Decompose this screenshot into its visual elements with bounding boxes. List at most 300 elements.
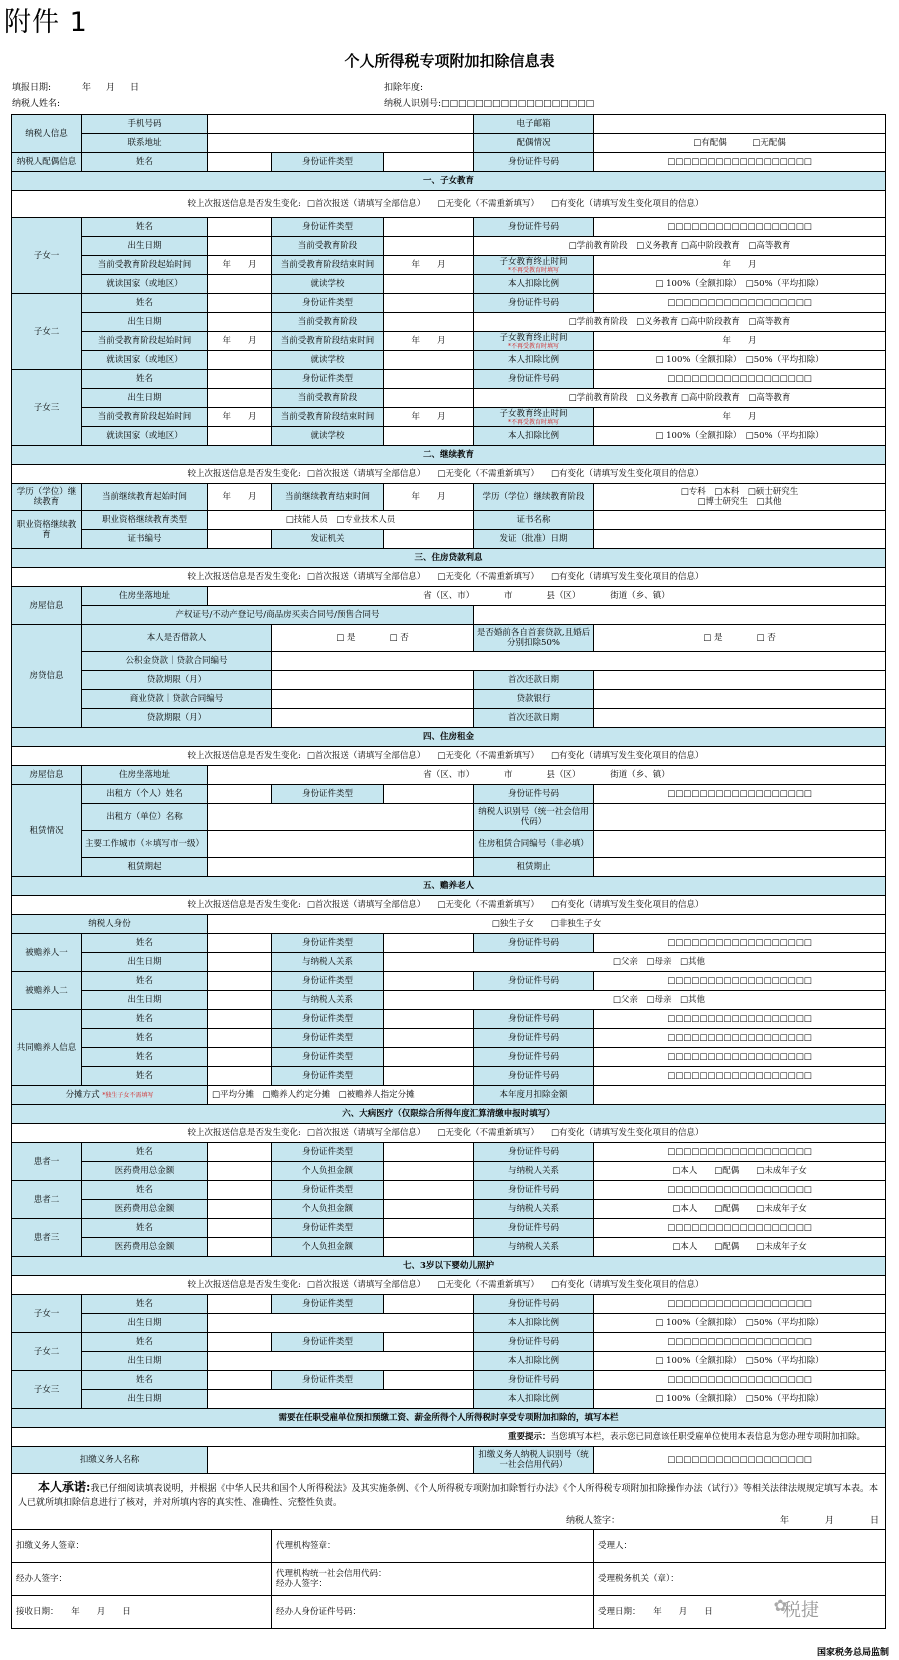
child2-stage-options[interactable]: □学前教育阶段 □义务教育 □高中阶段教育 □高等教育 xyxy=(474,313,886,332)
sp2-relation-options[interactable]: □父亲 □母亲 □其他 xyxy=(384,991,886,1010)
change-first-option[interactable]: □首次报送（请填写全部信息） xyxy=(306,900,426,910)
employer-tip-row xyxy=(12,1428,886,1447)
split-options[interactable]: □平均分摊 □赡养人约定分摊 □被赡养人指定分摊 xyxy=(208,1086,474,1105)
infant3-id-type-field[interactable] xyxy=(384,1371,474,1390)
loan-info-label: 房贷信息 xyxy=(12,625,82,728)
infant1-name-label: 姓名 xyxy=(82,1295,208,1314)
child1-stage-field[interactable] xyxy=(384,237,474,256)
section-child-education-title: 一、子女教育 xyxy=(12,172,886,191)
child1-stop-text: 子女教育终止时间 xyxy=(499,256,568,267)
change-none-option[interactable]: □无变化（不需重新填写） xyxy=(437,469,539,479)
co2-id-no-label: 身份证件号码 xyxy=(474,1029,594,1048)
child2-stop-text: 子女教育终止时间 xyxy=(499,332,568,343)
patient3-cost-field[interactable] xyxy=(208,1238,272,1257)
infant3-id-no-boxes[interactable]: □□□□□□□□□□□□□□□□□□ xyxy=(594,1371,886,1390)
co1-id-no-label: 身份证件号码 xyxy=(474,1010,594,1029)
infant3-id-no-label: 身份证件号码 xyxy=(474,1371,594,1390)
professional-education-label: 职业资格继续教育 xyxy=(12,511,82,549)
lessor-tid-label: 纳税人识别号（统一社会信用代码） xyxy=(474,804,594,831)
patient2-relation-label: 与纳税人关系 xyxy=(474,1200,594,1219)
infant3-ratio-options[interactable]: □ 100%（全额扣除） □50%（平均扣除） xyxy=(594,1390,886,1409)
sp2-id-no-label: 身份证件号码 xyxy=(474,972,594,991)
lessor-id-type-field[interactable] xyxy=(384,785,474,804)
infant1-ratio-options[interactable]: □ 100%（全额扣除） □50%（平均扣除） xyxy=(594,1314,886,1333)
patient2-name-label: 姓名 xyxy=(82,1181,208,1200)
taxpayer-name-label: 纳税人姓名: xyxy=(12,99,61,109)
separate-deduct-label: 是否婚前各自首套贷款,且婚后分别扣除50% xyxy=(474,625,594,652)
patient1-relation-options[interactable]: □本人 □配偶 □未成年子女 xyxy=(594,1162,886,1181)
fill-date-year: 年 xyxy=(82,83,92,93)
agency-handler-label: 经办人签字： xyxy=(276,1579,328,1589)
child3-school-field[interactable] xyxy=(384,427,474,446)
attachment-label: 附件 1 xyxy=(4,7,88,38)
co4-id-no-boxes[interactable]: □□□□□□□□□□□□□□□□□□ xyxy=(594,1067,886,1086)
child1-start-field[interactable]: 年 月 xyxy=(208,256,272,275)
patient2-id-no-boxes[interactable]: □□□□□□□□□□□□□□□□□□ xyxy=(594,1181,886,1200)
spouse-id-no-boxes[interactable]: □□□□□□□□□□□□□□□□□□ xyxy=(594,153,886,172)
section-continuing-education-title: 二、继续教育 xyxy=(12,446,886,465)
rent-address-field[interactable]: 省（区、市） 市 县（区） 街道（乡、镇） xyxy=(208,766,886,785)
agency-code-label: 代理机构统一社会信用代码： xyxy=(276,1569,387,1579)
fund-term-field[interactable] xyxy=(272,671,474,690)
co3-id-type-field[interactable] xyxy=(384,1048,474,1067)
sp1-id-no-boxes[interactable]: □□□□□□□□□□□□□□□□□□ xyxy=(594,934,886,953)
change-yes-option[interactable]: □有变化（请填写发生变化项目的信息） xyxy=(550,572,704,582)
child3-id-no-boxes[interactable]: □□□□□□□□□□□□□□□□□□ xyxy=(594,370,886,389)
patient3-relation-options[interactable]: □本人 □配偶 □未成年子女 xyxy=(594,1238,886,1257)
supported-person-1-label: 被赡养人一 xyxy=(12,934,82,972)
fund-term-label: 贷款期限（月） xyxy=(82,671,272,690)
child2-stop-field[interactable]: 年 月 xyxy=(594,332,886,351)
promise-date[interactable]: 年 月 日 xyxy=(779,1516,879,1526)
child3-stage-field[interactable] xyxy=(384,389,474,408)
fill-date-label: 填报日期: xyxy=(12,83,52,93)
child1-country-label: 就读国家（或地区） xyxy=(82,275,208,294)
patient3-name-label: 姓名 xyxy=(82,1219,208,1238)
child2-country-label: 就读国家（或地区） xyxy=(82,351,208,370)
change-yes-option[interactable]: □有变化（请填写发生变化项目的信息） xyxy=(550,1280,704,1290)
child1-id-no-boxes[interactable]: □□□□□□□□□□□□□□□□□□ xyxy=(594,218,886,237)
change-none-option[interactable]: □无变化（不需重新填写） xyxy=(437,199,539,209)
handler-sign-label: 经办人签字： xyxy=(12,1563,272,1596)
employer-notice: 需要在任职受雇单位预扣预缴工资、薪金所得个人所得税时享受专项附加扣除的，填写本栏 xyxy=(12,1409,886,1428)
co4-id-no-label: 身份证件号码 xyxy=(474,1067,594,1086)
patient2-label: 患者二 xyxy=(12,1181,82,1219)
co4-name-label: 姓名 xyxy=(82,1067,208,1086)
ce-end-field[interactable]: 年 月 xyxy=(384,484,474,511)
change-none-option[interactable]: □无变化（不需重新填写） xyxy=(437,572,539,582)
child3-birth-label: 出生日期 xyxy=(82,389,208,408)
co1-id-type-field[interactable] xyxy=(384,1010,474,1029)
rent-start-field[interactable] xyxy=(208,858,474,877)
child2-country-field[interactable] xyxy=(208,351,272,370)
withholder-name-field[interactable] xyxy=(208,1447,474,1474)
child1-id-type-field[interactable] xyxy=(384,218,474,237)
child3-start-field[interactable]: 年 月 xyxy=(208,408,272,427)
section-infant-care-title: 七、3岁以下婴幼儿照护 xyxy=(12,1257,886,1276)
co2-id-type-label: 身份证件类型 xyxy=(272,1029,384,1048)
child1-name-label: 姓名 xyxy=(82,218,208,237)
rent-end-field[interactable] xyxy=(594,858,886,877)
infant2-birth-label: 出生日期 xyxy=(82,1352,208,1371)
child2-birth-field[interactable] xyxy=(208,313,272,332)
work-city-field[interactable] xyxy=(208,831,474,858)
phone-label: 手机号码 xyxy=(82,115,208,134)
s1-change-row xyxy=(12,191,886,218)
sp2-id-type-field[interactable] xyxy=(384,972,474,991)
child1-id-no-label: 身份证件号码 xyxy=(474,218,594,237)
infant3-birth-label: 出生日期 xyxy=(82,1390,208,1409)
child2-stop-label xyxy=(474,332,594,351)
withholder-tid-boxes[interactable]: □□□□□□□□□□□□□□□□□□ xyxy=(594,1447,886,1474)
sp1-relation-options[interactable]: □父亲 □母亲 □其他 xyxy=(384,953,886,972)
loan-bank-field[interactable] xyxy=(594,690,886,709)
child3-id-type-field[interactable] xyxy=(384,370,474,389)
borrower-options[interactable]: □ 是 □ 否 xyxy=(272,625,474,652)
split-method-cell xyxy=(12,1086,208,1105)
biz-first-pay-label: 首次还款日期 xyxy=(474,709,594,728)
lessor-id-type-label: 身份证件类型 xyxy=(272,785,384,804)
child1-stage-options[interactable]: □学前教育阶段 □义务教育 □高中阶段教育 □高等教育 xyxy=(474,237,886,256)
fill-date-month: 月 xyxy=(106,83,116,93)
lessor-org-field[interactable] xyxy=(208,804,474,831)
patient2-self-field[interactable] xyxy=(384,1200,474,1219)
patient1-self-label: 个人负担金额 xyxy=(272,1162,384,1181)
change-none-option[interactable]: □无变化（不需重新填写） xyxy=(437,1280,539,1290)
loan-bank-label: 贷款银行 xyxy=(474,690,594,709)
child2-stage-label: 当前受教育阶段 xyxy=(272,313,384,332)
infant1-ratio-label: 本人扣除比例 xyxy=(474,1314,594,1333)
patient1-id-no-label: 身份证件号码 xyxy=(474,1143,594,1162)
issue-date-label: 发证（批准）日期 xyxy=(474,530,594,549)
patient2-id-no-label: 身份证件号码 xyxy=(474,1181,594,1200)
spouse-status-options[interactable]: □有配偶 □无配偶 xyxy=(594,134,886,153)
patient1-label: 患者一 xyxy=(12,1143,82,1181)
rent-start-label: 租赁期起 xyxy=(82,858,208,877)
patient1-cost-label: 医药费用总金额 xyxy=(82,1162,208,1181)
infant2-birth-field[interactable] xyxy=(208,1352,474,1371)
deduction-form-table xyxy=(11,114,886,1629)
infant1-birth-field[interactable] xyxy=(208,1314,474,1333)
co4-id-type-field[interactable] xyxy=(384,1067,474,1086)
patient1-id-no-boxes[interactable]: □□□□□□□□□□□□□□□□□□ xyxy=(594,1143,886,1162)
sp2-id-no-boxes[interactable]: □□□□□□□□□□□□□□□□□□ xyxy=(594,972,886,991)
infant3-birth-field[interactable] xyxy=(208,1390,474,1409)
fill-date-day: 日 xyxy=(130,83,140,93)
change-first-option[interactable]: □首次报送（请填写全部信息） xyxy=(306,469,426,479)
change-question: 较上次报送信息是否发生变化: xyxy=(187,900,301,910)
child1-ratio-label: 本人扣除比例 xyxy=(474,275,594,294)
child2-start-field[interactable]: 年 月 xyxy=(208,332,272,351)
supported-person-2-label: 被赡养人二 xyxy=(12,972,82,1010)
child2-name-label: 姓名 xyxy=(82,294,208,313)
withholder-tid-label: 扣缴义务人纳税人识别号（统一社会信用代码） xyxy=(474,1447,594,1474)
co4-name-field[interactable] xyxy=(208,1067,272,1086)
infant3-id-type-label: 身份证件类型 xyxy=(272,1371,384,1390)
biz-loan-field[interactable] xyxy=(272,690,474,709)
ce-stage-options-line2[interactable]: □博士研究生 □其他 xyxy=(697,497,782,507)
s2-change-row xyxy=(12,465,886,484)
issue-date-field[interactable] xyxy=(594,530,886,549)
ce-end-label: 当前继续教育结束时间 xyxy=(272,484,384,511)
spouse-name-field[interactable] xyxy=(208,153,272,172)
child3-stop-field[interactable]: 年 月 xyxy=(594,408,886,427)
change-first-option[interactable]: □首次报送（请填写全部信息） xyxy=(306,199,426,209)
child2-ratio-label: 本人扣除比例 xyxy=(474,351,594,370)
child1-name-field[interactable] xyxy=(208,218,272,237)
fund-loan-field[interactable] xyxy=(272,652,886,671)
cert-name-label: 证书名称 xyxy=(474,511,594,530)
change-none-option[interactable]: □无变化（不需重新填写） xyxy=(437,1128,539,1138)
child1-end-label: 当前受教育阶段结束时间 xyxy=(272,256,384,275)
ce-stage-label: 学历（学位）继续教育阶段 xyxy=(474,484,594,511)
infant2-label: 子女二 xyxy=(12,1333,82,1371)
child1-ratio-options[interactable]: □ 100%（全额扣除） □50%（平均扣除） xyxy=(594,275,886,294)
patient3-id-type-label: 身份证件类型 xyxy=(272,1219,384,1238)
tax-office-label: 受理税务机关（章）： xyxy=(594,1563,886,1596)
child3-ratio-label: 本人扣除比例 xyxy=(474,427,594,446)
property-cert-field[interactable] xyxy=(474,606,886,625)
infant2-ratio-options[interactable]: □ 100%（全额扣除） □50%（平均扣除） xyxy=(594,1352,886,1371)
child3-stop-label xyxy=(474,408,594,427)
change-none-option[interactable]: □无变化（不需重新填写） xyxy=(437,900,539,910)
cert-no-label: 证书编号 xyxy=(82,530,208,549)
patient3-id-type-field[interactable] xyxy=(384,1219,474,1238)
sp1-id-no-label: 身份证件号码 xyxy=(474,934,594,953)
infant3-label: 子女三 xyxy=(12,1371,82,1409)
patient2-cost-field[interactable] xyxy=(208,1200,272,1219)
accept-date-label: 受理日期： 年 月 日 xyxy=(594,1596,886,1629)
child3-ratio-options[interactable]: □ 100%（全额扣除） □50%（平均扣除） xyxy=(594,427,886,446)
patient3-self-field[interactable] xyxy=(384,1238,474,1257)
spouse-status-label: 配偶情况 xyxy=(474,134,594,153)
infant2-id-no-boxes[interactable]: □□□□□□□□□□□□□□□□□□ xyxy=(594,1333,886,1352)
lessor-name-field[interactable] xyxy=(208,785,272,804)
sp1-birth-field[interactable] xyxy=(208,953,272,972)
child2-end-label: 当前受教育阶段结束时间 xyxy=(272,332,384,351)
child2-id-type-field[interactable] xyxy=(384,294,474,313)
ce-stage-options[interactable] xyxy=(594,484,886,511)
lessor-org-label: 出租方（单位）名称 xyxy=(82,804,208,831)
co-supporter-label: 共同赡养人信息 xyxy=(12,1010,82,1086)
lessor-tid-field[interactable] xyxy=(594,804,886,831)
cert-no-field[interactable] xyxy=(208,530,272,549)
child1-end-field[interactable]: 年 月 xyxy=(384,256,474,275)
s5-change-row xyxy=(12,896,886,915)
change-yes-option[interactable]: □有变化（请填写发生变化项目的信息） xyxy=(550,1128,704,1138)
spouse-id-no-label: 身份证件号码 xyxy=(474,153,594,172)
fund-loan-label: 公积金贷款｜贷款合同编号 xyxy=(82,652,272,671)
child1-country-field[interactable] xyxy=(208,275,272,294)
issuer-field[interactable] xyxy=(384,530,474,549)
pro-type-label: 职业资格继续教育类型 xyxy=(82,511,208,530)
child2-start-label: 当前受教育阶段起始时间 xyxy=(82,332,208,351)
patient3-id-no-boxes[interactable]: □□□□□□□□□□□□□□□□□□ xyxy=(594,1219,886,1238)
child2-id-no-label: 身份证件号码 xyxy=(474,294,594,313)
infant2-id-no-label: 身份证件号码 xyxy=(474,1333,594,1352)
child3-label: 子女三 xyxy=(12,370,82,446)
employer-tip-text: 当您填写本栏，表示您已同意该任职受雇单位使用本表信息为您办理专项附加扣除。 xyxy=(550,1432,865,1442)
house-address-label: 住房坐落地址 xyxy=(82,587,208,606)
change-question: 较上次报送信息是否发生变化: xyxy=(187,199,301,209)
child3-country-label: 就读国家（或地区） xyxy=(82,427,208,446)
child2-end-field[interactable]: 年 月 xyxy=(384,332,474,351)
property-cert-label: 产权证号/不动产登记号/商品房买卖合同号/预售合同号 xyxy=(82,606,474,625)
watermark: 税捷 xyxy=(783,1600,819,1621)
child1-id-type-label: 身份证件类型 xyxy=(272,218,384,237)
co3-id-type-label: 身份证件类型 xyxy=(272,1048,384,1067)
change-yes-option[interactable]: □有变化（请填写发生变化项目的信息） xyxy=(550,751,704,761)
patient2-self-label: 个人负担金额 xyxy=(272,1200,384,1219)
child1-birth-field[interactable] xyxy=(208,237,272,256)
infant1-id-no-boxes[interactable]: □□□□□□□□□□□□□□□□□□ xyxy=(594,1295,886,1314)
taxpayer-identity-label: 纳税人身份 xyxy=(12,915,208,934)
infant1-id-type-field[interactable] xyxy=(384,1295,474,1314)
co3-name-label: 姓名 xyxy=(82,1048,208,1067)
lessor-id-no-label: 身份证件号码 xyxy=(474,785,594,804)
child2-name-field[interactable] xyxy=(208,294,272,313)
sp1-birth-label: 出生日期 xyxy=(82,953,208,972)
co1-id-type-label: 身份证件类型 xyxy=(272,1010,384,1029)
house-address-field[interactable]: 省（区、市） 市 县（区） 街道（乡、镇） xyxy=(208,587,886,606)
child1-school-label: 就读学校 xyxy=(272,275,384,294)
child3-start-label: 当前受教育阶段起始时间 xyxy=(82,408,208,427)
deduct-year-label: 扣除年度: xyxy=(384,83,424,93)
work-city-label: 主要工作城市（＊填写市一级） xyxy=(82,831,208,858)
child2-ratio-options[interactable]: □ 100%（全额扣除） □50%（平均扣除） xyxy=(594,351,886,370)
rent-house-label: 房屋信息 xyxy=(12,766,82,785)
phone-field[interactable] xyxy=(208,115,474,134)
infant3-name-field[interactable] xyxy=(208,1371,272,1390)
patient1-name-field[interactable] xyxy=(208,1143,272,1162)
house-info-label: 房屋信息 xyxy=(12,587,82,625)
pro-type-options[interactable]: □技能人员 □专业技术人员 xyxy=(208,511,474,530)
infant1-id-no-label: 身份证件号码 xyxy=(474,1295,594,1314)
co2-id-no-boxes[interactable]: □□□□□□□□□□□□□□□□□□ xyxy=(594,1029,886,1048)
ce-start-field[interactable]: 年 月 xyxy=(208,484,272,511)
patient1-id-type-label: 身份证件类型 xyxy=(272,1143,384,1162)
cert-name-field[interactable] xyxy=(594,511,886,530)
change-yes-option[interactable]: □有变化（请填写发生变化项目的信息） xyxy=(550,469,704,479)
child2-stage-field[interactable] xyxy=(384,313,474,332)
sp2-name-label: 姓名 xyxy=(82,972,208,991)
ce-stage-options-line1[interactable]: □专科 □本科 □硕士研究生 xyxy=(680,487,799,497)
sp1-relation-label: 与纳税人关系 xyxy=(272,953,384,972)
change-first-option[interactable]: □首次报送（请填写全部信息） xyxy=(306,1128,426,1138)
rent-end-label: 租赁期止 xyxy=(474,858,594,877)
spouse-info-label: 纳税人配偶信息 xyxy=(12,153,82,172)
sp1-name-field[interactable] xyxy=(208,934,272,953)
co3-id-no-boxes[interactable]: □□□□□□□□□□□□□□□□□□ xyxy=(594,1048,886,1067)
change-none-option[interactable]: □无变化（不需重新填写） xyxy=(437,751,539,761)
separate-deduct-options[interactable]: □ 是 □ 否 xyxy=(594,625,886,652)
biz-term-field[interactable] xyxy=(272,709,474,728)
child3-end-field[interactable]: 年 月 xyxy=(384,408,474,427)
infant2-name-field[interactable] xyxy=(208,1333,272,1352)
taxpayer-identity-options[interactable]: □独生子女 □非独生子女 xyxy=(208,915,886,934)
patient1-self-field[interactable] xyxy=(384,1162,474,1181)
infant2-id-type-label: 身份证件类型 xyxy=(272,1333,384,1352)
child2-id-no-boxes[interactable]: □□□□□□□□□□□□□□□□□□ xyxy=(594,294,886,313)
co1-id-no-boxes[interactable]: □□□□□□□□□□□□□□□□□□ xyxy=(594,1010,886,1029)
sp1-id-type-field[interactable] xyxy=(384,934,474,953)
patient2-id-type-field[interactable] xyxy=(384,1181,474,1200)
co3-name-field[interactable] xyxy=(208,1048,272,1067)
change-yes-option[interactable]: □有变化（请填写发生变化项目的信息） xyxy=(550,199,704,209)
promise-title: 本人承诺: xyxy=(38,1480,91,1494)
patient1-id-type-field[interactable] xyxy=(384,1143,474,1162)
issuer-label: 发证机关 xyxy=(272,530,384,549)
patient3-name-field[interactable] xyxy=(208,1219,272,1238)
sp2-id-type-label: 身份证件类型 xyxy=(272,972,384,991)
ce-start-label: 当前继续教育起始时间 xyxy=(82,484,208,511)
wechat-icon: ✿ xyxy=(773,1596,787,1615)
infant1-name-field[interactable] xyxy=(208,1295,272,1314)
child3-stage-options[interactable]: □学前教育阶段 □义务教育 □高中阶段教育 □高等教育 xyxy=(474,389,886,408)
patient2-cost-label: 医药费用总金额 xyxy=(82,1200,208,1219)
patient3-relation-label: 与纳税人关系 xyxy=(474,1238,594,1257)
child1-label: 子女一 xyxy=(12,218,82,294)
monthly-amount-field[interactable] xyxy=(594,1086,886,1105)
co2-name-label: 姓名 xyxy=(82,1029,208,1048)
child1-stop-field[interactable]: 年 月 xyxy=(594,256,886,275)
section-rent-title: 四、住房租金 xyxy=(12,728,886,747)
spouse-id-type-field[interactable] xyxy=(384,153,474,172)
child3-country-field[interactable] xyxy=(208,427,272,446)
child1-start-label: 当前受教育阶段起始时间 xyxy=(82,256,208,275)
child3-end-label: 当前受教育阶段结束时间 xyxy=(272,408,384,427)
lessor-id-no-boxes[interactable]: □□□□□□□□□□□□□□□□□□ xyxy=(594,785,886,804)
sp2-birth-field[interactable] xyxy=(208,991,272,1010)
patient2-relation-options[interactable]: □本人 □配偶 □未成年子女 xyxy=(594,1200,886,1219)
sp1-name-label: 姓名 xyxy=(82,934,208,953)
s7-change-row xyxy=(12,1276,886,1295)
sp2-birth-label: 出生日期 xyxy=(82,991,208,1010)
change-question: 较上次报送信息是否发生变化: xyxy=(187,469,301,479)
fund-first-pay-field[interactable] xyxy=(594,671,886,690)
sp2-name-field[interactable] xyxy=(208,972,272,991)
patient3-id-no-label: 身份证件号码 xyxy=(474,1219,594,1238)
change-first-option[interactable]: □首次报送（请填写全部信息） xyxy=(306,572,426,582)
child2-school-label: 就读学校 xyxy=(272,351,384,370)
address-field[interactable] xyxy=(208,134,474,153)
change-first-option[interactable]: □首次报送（请填写全部信息） xyxy=(306,751,426,761)
patient1-name-label: 姓名 xyxy=(82,1143,208,1162)
rent-contract-field[interactable] xyxy=(594,831,886,858)
child1-school-field[interactable] xyxy=(384,275,474,294)
child3-birth-field[interactable] xyxy=(208,389,272,408)
email-field[interactable] xyxy=(594,115,886,134)
degree-education-label: 学历（学位）继续教育 xyxy=(12,484,82,511)
patient2-name-field[interactable] xyxy=(208,1181,272,1200)
child3-name-field[interactable] xyxy=(208,370,272,389)
change-yes-option[interactable]: □有变化（请填写发生变化项目的信息） xyxy=(550,900,704,910)
child2-school-field[interactable] xyxy=(384,351,474,370)
patient1-cost-field[interactable] xyxy=(208,1162,272,1181)
co2-name-field[interactable] xyxy=(208,1029,272,1048)
co2-id-type-field[interactable] xyxy=(384,1029,474,1048)
infant3-name-label: 姓名 xyxy=(82,1371,208,1390)
infant2-id-type-field[interactable] xyxy=(384,1333,474,1352)
borrower-label: 本人是否借款人 xyxy=(82,625,272,652)
change-first-option[interactable]: □首次报送（请填写全部信息） xyxy=(306,1280,426,1290)
biz-first-pay-field[interactable] xyxy=(594,709,886,728)
patient1-relation-label: 与纳税人关系 xyxy=(474,1162,594,1181)
lessor-name-label: 出租方（个人）姓名 xyxy=(82,785,208,804)
co1-name-field[interactable] xyxy=(208,1010,272,1029)
handler-id-label: 经办人身份证件号码： xyxy=(272,1596,594,1629)
co3-id-no-label: 身份证件号码 xyxy=(474,1048,594,1067)
